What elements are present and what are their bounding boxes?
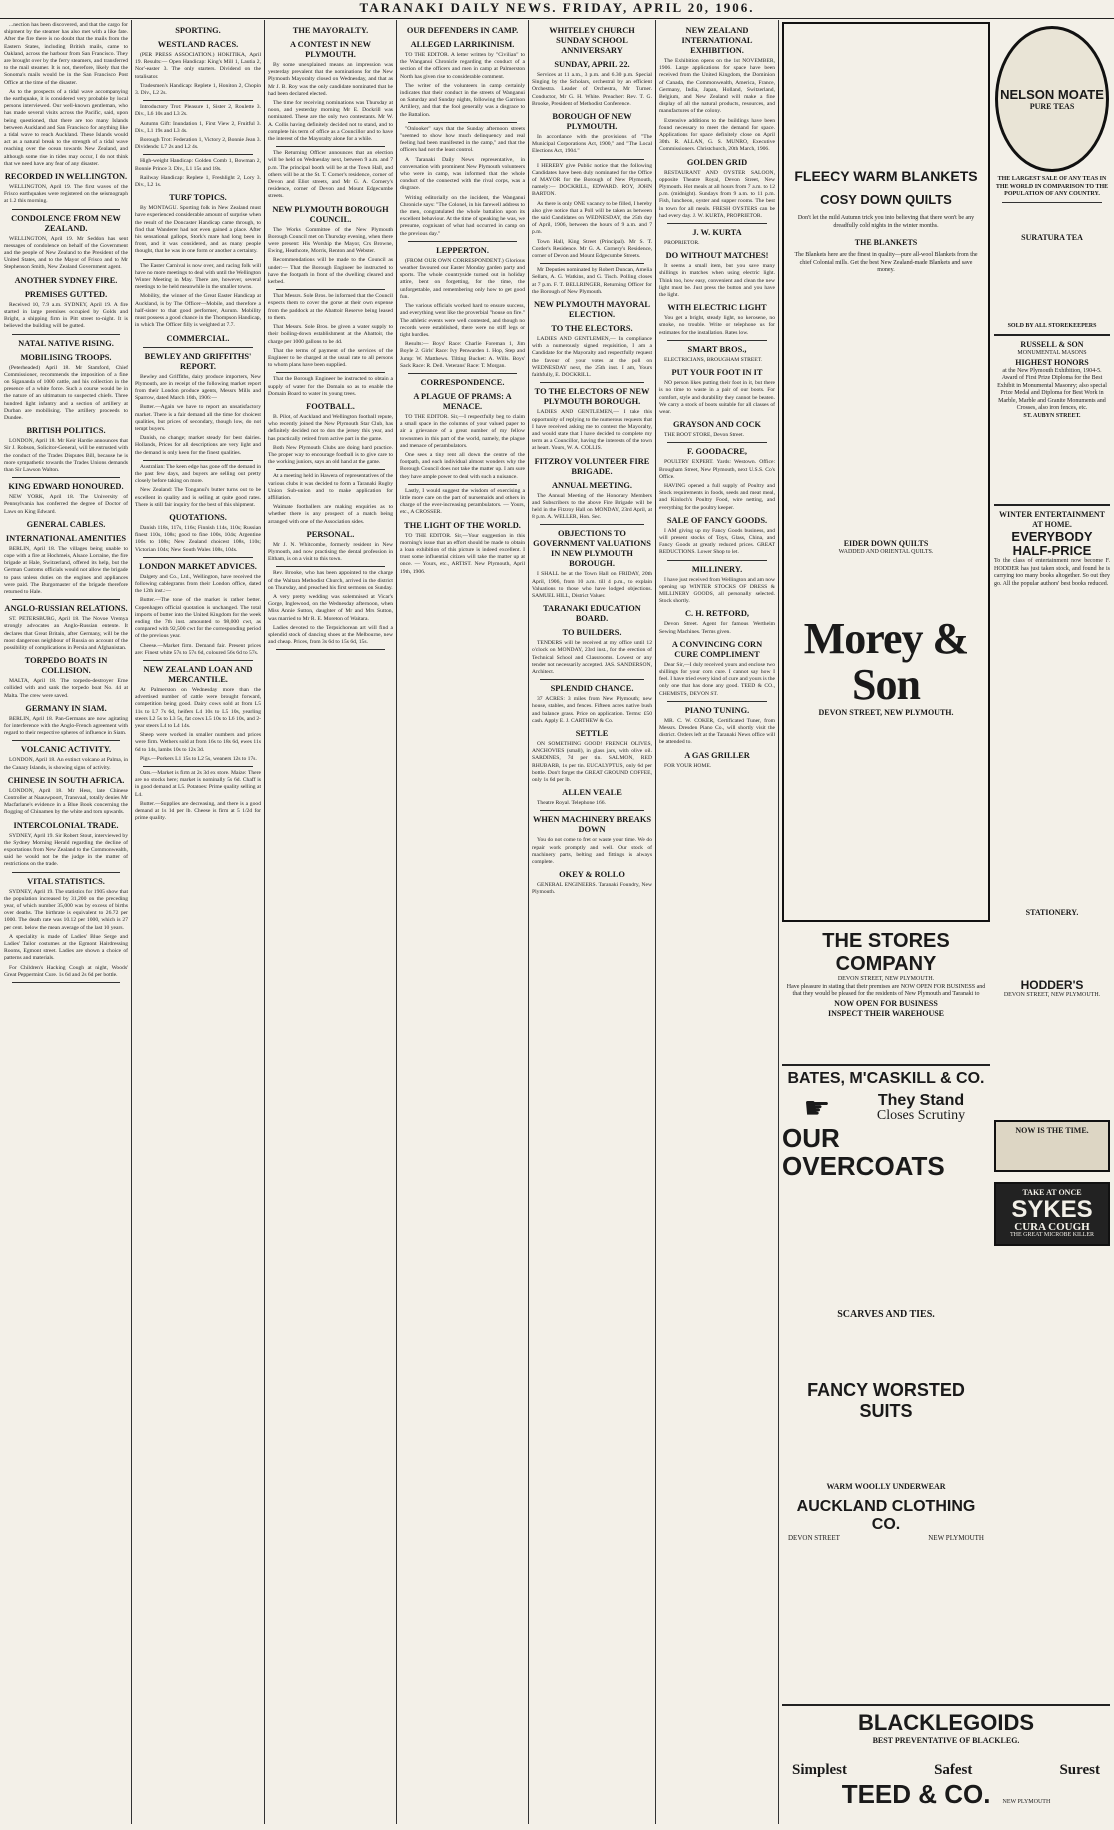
fleecy-blankets-ad xyxy=(782,22,990,922)
article-heading: A GAS GRILLER xyxy=(684,750,750,760)
article-text: Services at 11 a.m., 3 p.m. and 6.30 p.m. Special Singing by the Scholars, orchestral by an efficient Orchestra. Leader of Orchestra, Mr Turner. Conductor, Mr G. H. White. Preacher: Rev. T. G. Brooke, President of Methodist Conference. xyxy=(532,72,652,107)
word-simplest: Simplest xyxy=(792,1762,848,1778)
article-text: Both New Plymouth Clubs are doing hard practice. The proper way to encourage football is to give care to the working juniors, says an old hand at the game. xyxy=(268,444,393,466)
divider xyxy=(143,347,253,348)
divider xyxy=(408,373,517,374)
article-text: A speciality is made of Ladies' Blue Serge and Ladies' Tailor costumes at the Egmont Hairdressing Rooms, Egmont street. Ladies are shown a choice of patterns and materials. xyxy=(4,933,128,962)
divider xyxy=(540,810,644,811)
article-text: (Peterheaded) April 18. Mr Stamford, Chief Commissioner, recommends the imposition of a fine on Sigananda of 1000 cattle, and his collection in the presence of a white force. Such a course would be in the nature of an ultimatum to suspected chiefs. Three hundred light infantry and a section of artillery at Durban are mobilising. The artillery proceeds to Dundee. xyxy=(4,364,128,421)
divider xyxy=(540,382,644,383)
product-name: PURE TEAS xyxy=(1029,101,1075,111)
article-text: As to the prospects of a tidal wave accompanying the earthquake, it is considered very probable by local persons interviewed. Our well-known gentleman, who has made several visits across the Pacific, said, upon being questioned, that there are too many Islands between Auckland and San Francisco for anything like a tidal wave to reach Auckland. These Islands would act as a natural break to the strength of a tidal wave reaching over the ocean towards New Zealand, and although some rise in tides may occur, I do not think that we need have any fear of any disaster. xyxy=(4,88,128,167)
article-text: A very pretty wedding was solemnised at Vicar's Gorge, Inglewood, on the Wednesday afternoon, when Miss Annie Sutton, daughter of Mr and Mrs Sutton, was married to Mr R. E. Moreton of Waitara. xyxy=(268,593,393,622)
article-text: ...nection has been discovered, and that the cargo for shipment by the steamer has also met with a like fate. After the fire there is no doubt that the mails from the Eastern States, including British mails, came to Oakland, across the harbour from San Francisco. They are brought over by the ferry steamers, and transferred to the mail steamer. It is not, therefore, likely that the Sonoma's mails would be in the San Francisco Post Office at the time of the disaster. xyxy=(4,22,128,86)
divider xyxy=(540,524,644,525)
article-text: It seems a small item, but you save many shillings in matches when using electric light. Think too, how easy, convenient and clean the new light must be. Just press the button and you have the light. xyxy=(659,263,775,299)
ad-subtitle: WADDED AND ORIENTAL QUILTS. xyxy=(838,548,934,555)
hodder-address: DEVON STREET, NEW PLYMOUTH. xyxy=(1003,992,1101,998)
word-safest: Safest xyxy=(934,1762,973,1778)
article-text: BERLIN, April 18. Pan-Germans are now agitating for interference with the Anglo-French agreement with regard to their respective spheres of influence in Siam. xyxy=(4,715,128,737)
column-3 xyxy=(268,22,393,1824)
article-heading: CONDOLENCE FROM NEW ZEALAND. xyxy=(11,213,121,233)
article-text: TO THE EDITOR. Sir,—I respectfully beg to claim a small space in the columns of your valued paper to air a grievance of a great number of my fellow townsmen in this part of the world, namely, the plague and menace of perambulators. xyxy=(400,413,525,449)
article-text: (PER PRESS ASSOCIATION.) HOKITIKA, April 19. Results:— Open Handicap: King's Mill 1, Lautia 2, Nor'-easter 3. The only starters. Dividend on the totalisator. xyxy=(135,52,261,80)
article-text: PROPRIETOR. xyxy=(664,240,700,247)
divider xyxy=(540,679,644,680)
article-heading: J. W. KURTA xyxy=(692,228,742,238)
article-text: I SHALL be at the Town Hall on FRIDAY, 20th April, 1906, from 10 a.m. till 4 p.m., to explain Valuations to those who have lodged objections. SAMUEL HILL, District Valuer. xyxy=(532,571,652,599)
article-text: Butter.—The tone of the market is rather better. Copenhagen official quotation is unchanged. The total imports of butter into the United Kingdom for the week ending the 7th inst. amounted to 98,000 cwt, as compared with 92,500 cwt for the corresponding period of the previous year. xyxy=(135,597,261,640)
article-heading: NEW PLYMOUTH MAYORAL ELECTION. xyxy=(533,300,651,320)
article-text: SYDNEY, April 19. The statistics for 1905 show that the population increased by 31,200 on the preceding year, of which number 35,000 was by excess of births over deaths. The birthrate is equivalent to 26.72 per 1000. The death rate was 10.12 per 1000, which is 27 per cent. below the mean average of the last 10 years. xyxy=(4,888,128,931)
article-heading: TURF TOPICS. xyxy=(169,193,227,203)
article-text: THE BOOT STORE, Devon Street. xyxy=(664,432,744,439)
divider xyxy=(12,599,120,600)
sykes-product: CURA COUGH xyxy=(1014,1221,1090,1233)
article-text: Lastly, I would suggest the wisdom of exercising a little more care on the part of nursemaids and others in charge of the ever-increasing perambulators. — Yours, etc., A CROSSER. xyxy=(400,487,525,516)
morey-address: DEVON STREET, NEW PLYMOUTH. xyxy=(818,708,954,717)
article-heading: A PLAGUE OF PRAMS: A MENACE. xyxy=(413,391,512,411)
article-text: The Works Committee of the New Plymouth Borough Council met on Thursday evening, when there were present: His Worship the Mayor, Crs Browne, Ewing, Heathcote, Morris, Renton and Webster. xyxy=(268,226,393,255)
tagline: THE LARGEST SALE OF ANY TEAS IN THE WORLD IN COMPARISON TO THE POPULATION OF ANY COUNTRY. xyxy=(995,176,1109,197)
stores-title: THE STORES COMPANY xyxy=(822,930,950,975)
column-rule xyxy=(131,20,132,1824)
article-text: ON SOMETHING GOOD! FRENCH OLIVES, ANCHOVIES (small), in glass jars, with olive oil. SARDINES, 7d per tin. SALMON, RED RHUBARB, 1s per tin. EUCALYPTUS, only 6d per bottle. Don't forget the GREAT GROUND COFFEE, only 1s 6d per lb. xyxy=(532,740,652,783)
article-heading: NEW PLYMOUTH BOROUGH COUNCIL. xyxy=(272,204,389,224)
ad-body: The Blankets here are the finest in quality—pure all-wool Blankets from the chief Colonial mills. Get the best New Zealand-made Blankets and save money. xyxy=(794,252,978,273)
nelson-moate-ad xyxy=(994,22,1110,492)
article-text: Borough Trot: Federation 1, Victory 2, Bonnie Jean 3. Dividends: L7 2s and L2 4s. xyxy=(135,137,261,151)
article-heading: ANOTHER SYDNEY FIRE. xyxy=(14,275,118,285)
article-heading: QUOTATIONS. xyxy=(169,512,227,522)
divider xyxy=(667,701,767,702)
divider xyxy=(408,484,517,485)
article-text: Cheese.—Market firm. Demand fair. Present prices are: Finest white 57s to 57s 6d, coloured 56s 6d to 57s. xyxy=(135,642,261,656)
auckland-clothing: AUCKLAND CLOTHING CO. xyxy=(796,1498,976,1533)
article-text: I have just received from Wellington and am now opening up WINTER STOCKS OF DRESS & MILLINERY GOODS, all personally selected. Stock shortly. xyxy=(659,576,775,605)
article-text: The writer of the volunteers in camp certainly indicates that their conduct in the streets of Wanganui on Saturday and Sunday nights, following the Garrison Artillery, and that the fool generally was a disgrace to the Battalion. xyxy=(400,82,525,118)
article-text: (FROM OUR OWN CORRESPONDENT.) Glorious weather favoured our Easter Monday garden party and sports. The whole countryside turned out in holiday attire, bent on forgetting, for the time, the unforgettable, and remembering only how to get good fun. xyxy=(400,257,525,300)
sold-by: SOLD BY ALL STOREKEEPERS xyxy=(1007,322,1097,329)
article-text: A Taranaki Daily News representative, in conversation with prominent New Plymouth volunteers who were in camp, was informed that the whole conduct of the connected with the rival corps, was a disgrace. xyxy=(400,156,525,192)
article-heading: SALE OF FANCY GOODS. xyxy=(666,515,768,525)
article-text: Bewley and Griffiths, dairy produce importers, New Plymouth, are in receipt of the following market report from their London produce agents, Messrs Mills and Sparrow, dated March 16th, 1906:— xyxy=(135,373,261,402)
stores-body: Have pleasure in stating that their premises are NOW OPEN FOR BUSINESS and that they would be pleased for the residents of New Plymouth and Taranaki to xyxy=(786,983,986,997)
article-heading: C. H. RETFORD, xyxy=(685,609,749,619)
article-heading: TO THE ELECTORS OF NEW PLYMOUTH BOROUGH. xyxy=(534,387,650,407)
article-heading: DO WITHOUT MATCHES! xyxy=(665,251,769,261)
now-time-box xyxy=(994,1120,1110,1172)
stores-inspect: INSPECT THEIR WAREHOUSE xyxy=(827,1008,945,1018)
article-text: Recommendations will be made to the Council as under:— That the Borough Engineer be instructed to have the footpath in front of the dwelling cleared and kerbed. xyxy=(268,257,393,286)
russell-sub: MONUMENTAL MASONS xyxy=(1017,350,1087,356)
russell-honors: HIGHEST HONORS xyxy=(1015,357,1089,367)
stores-open: NOW OPEN FOR BUSINESS xyxy=(834,998,938,1008)
column-6 xyxy=(659,22,775,1824)
article-text: Butter.—Supplies are decreasing, and there is a good demand at 1s 1d per lb. Cheese is firm at 5 1/2d for prime quality. xyxy=(135,800,261,822)
article-text: The Annual Meeting of the Honorary Members and Subscribers to the above Fire Brigade will be held in the Fitzroy Hall on MONDAY, 23rd April, at 8 p.m. A. WELLER, Hon. Sec. xyxy=(532,492,652,521)
article-heading: VOLCANIC ACTIVITY. xyxy=(20,745,112,755)
article-text: Introductory Trot: Pleasure 1, Sister 2, Roulette 3. Div., L6 10s and L3 2s. xyxy=(135,104,261,118)
ad-body: Don't let the mild Autumn trick you into believing that there won't be any dreadfully cold nights in the winter months. xyxy=(797,215,975,229)
divider xyxy=(143,660,253,661)
article-heading: TORPEDO BOATS IN COLLISION. xyxy=(24,656,108,676)
article-text: Devon Street. Agent for famous Wertheim Sewing Machines. Terms given. xyxy=(659,621,775,635)
article-heading: LONDON MARKET ADVICES. xyxy=(139,561,257,571)
article-heading: GERMANY IN SIAM. xyxy=(25,703,107,713)
tea-name: SURATURA TEA xyxy=(1021,232,1083,242)
russell-address: ST. AUBYN STREET. xyxy=(1023,412,1081,419)
sykes-ad xyxy=(994,1120,1110,1600)
article-text: Ladies devoted to the Terpsichorean art will find a splendid stock of dancing shoes at the Melbourne, new and cheap. Prices, from 3s 6d to 15s 6d, 15s. xyxy=(268,624,393,646)
column-1 xyxy=(4,22,128,1824)
article-heading: ALLEN VEALE xyxy=(562,788,622,798)
divider xyxy=(12,477,120,478)
tea-logo xyxy=(995,26,1109,172)
article-text: Results:— Boys' Race: Charlie Foreman 1, Jim Boyle 2. Girls' Race: Ivy Penwarden 1. Hop, Step and Jump: W. Matthews. Tilting Bucket: A. Wills. Boys' Sack Race: R. Dell. Veterans' Race: T. Morgan. xyxy=(400,341,525,369)
divider xyxy=(143,766,253,767)
article-heading: RECORDED IN WELLINGTON. xyxy=(4,172,128,182)
column-4 xyxy=(400,22,525,1824)
article-heading: SPORTING. xyxy=(175,26,221,35)
article-text: Butter.—Again we have to report an unsatisfactory market. There is a fair demand all the time for choicest qualities, but prices of secondary, though low, do not tempt buyers. xyxy=(135,404,261,432)
morey-logo: Morey & Son xyxy=(803,614,969,709)
closes-scrutiny: Closes Scrutiny xyxy=(876,1108,966,1123)
article-text: LADIES AND GENTLEMEN,— I take this opportunity of replying to the numerous requests that I have received asking me to contest the Mayoralty, and would state that I have decided to complete my term as a Councillor, having the interests of the town at heart. Yours, W. A. COLLIS. xyxy=(532,409,652,452)
article-text: By MONTAGU. Sporting folk in New Zealand must have experienced considerable amount of surprise when the result of the Doncaster Handicap came through, to find that Wanderer had not even gained a place. After his sensational gallops, Stork's mare had long been in front, and it was considered, and as many people thought, that he was in one form or another a certainty. xyxy=(135,205,261,255)
ad-subtitle: EIDER DOWN QUILTS xyxy=(843,538,929,548)
article-text: Australian: The keen edge has gone off the demand in the past few days, and buyers are selling out pretty closely before taking on more. xyxy=(135,463,261,485)
article-text: MALTA, April 18. The torpedo-destroyer Erne collided with and sank the torpedo boat No. 44 at Malta. The crew were saved. xyxy=(4,678,128,699)
divider xyxy=(276,566,385,567)
article-text: That Messrs. Sole Bros. be given a water supply to their boiling-down establishment at the Abattoir, the charge per 1000 gallons to be 4d. xyxy=(268,324,393,345)
article-heading: COMMERCIAL. xyxy=(166,333,230,343)
article-text: TO THE EDITOR. A letter written by "Civilian" to the Wanganui Chronicle regarding the conduct of a section of the officers and men in camp at Palmerston North has given rise to considerable comment. xyxy=(400,52,525,80)
column-rule xyxy=(396,20,397,1824)
article-text: Writing editorially on the incident, the Wanganui Chronicle says: "The Colonel, in his farewell address to the men, congratulated the whole battalion upon its excellent behaviour. At the time of speaking he was, we presume, cognisant of what had occurred in camp on the previous day." xyxy=(400,194,525,237)
brand-name: NELSON MOATE xyxy=(1000,86,1104,102)
article-heading: SETTLE xyxy=(575,728,609,738)
divider xyxy=(276,469,385,470)
stores-company-ad xyxy=(782,930,990,1050)
article-text: LONDON, April 18. Mr Keir Hardie announces that Sir J. Robson, Solicitor-General, will be entrusted with the conduct of the Trades Disputes Bill, because he is more sympathetic towards the Trades Unions demands than Sir Lawson Walton. xyxy=(4,438,128,473)
article-heading: F. GOODACRE, xyxy=(687,447,747,457)
article-heading: KING EDWARD HONOURED. xyxy=(8,482,124,492)
article-text: New Zealand: The Tonganui's butter turns out to be excellent in quality and is selling at quite good rates. There is still fair inquiry for the best of this shipment. xyxy=(135,487,261,508)
article-text: One sees a tiny rent all down the centre of the footpath, and each individual almost wonders why the Borough Council does not take the matter up. I am sure they have ample power to deal with such a nuisance. xyxy=(400,451,525,480)
article-heading: VITAL STATISTICS. xyxy=(27,876,105,886)
bates-mcaskill-ad xyxy=(782,1060,990,1540)
article-text: WELLINGTON, April 19. The first waves of the Frisco earthquakes were registered on the seismograph at 1.2 this morning. xyxy=(4,184,128,205)
article-text: "Onlooker" says that the Sunday afternoon streets "seemed to show how much delinquency and real feeling had been manifested in the camp," and that the officers had not the least control. xyxy=(400,125,525,154)
article-text: Town Hall, King Street (Principal). Mr S. T. Corder's Residence. Mr G. A. Cornery's Residence, corner of Devon and Mount Edgecumbe Streets. xyxy=(532,238,652,260)
article-text: Pigs.—Porkers L1 15s to L2 5s, weaners 12s to 17s. xyxy=(140,755,257,762)
divider xyxy=(276,649,385,650)
article-heading: SMART BROS., xyxy=(687,344,747,354)
article-heading: BRITISH POLITICS. xyxy=(26,426,106,436)
article-text: TO THE EDITOR. Sir,—Your suggestion in this morning's issue that an effort should be made to obtain a loan exhibition of this picture is indeed excellent. I trust some influential citizen will take the matter up at once. — Yours, etc., ARTIST. New Plymouth, April 19th, 1906. xyxy=(400,532,525,575)
article-text: By some unexplained means an impression was yesterday prevalent that the nominations for the New Plymouth Mayoralty closed on Wednesday, and that as Mr J. B. Roy was the only candidate nominated that he had been declared elected. xyxy=(268,62,393,97)
divider xyxy=(540,159,644,160)
article-heading: ANGLO-RUSSIAN RELATIONS. xyxy=(4,604,128,614)
article-text: POULTRY EXPERT. Yards: Westown. Office: Brougham Street, New Plymouth, next U.S.S. Co's Office. xyxy=(659,459,775,480)
article-heading: OBJECTIONS TO GOVERNMENT VALUATIONS IN NEW PLYMOUTH BOROUGH. xyxy=(533,529,651,569)
article-text: Dalgety and Co., Ltd., Wellington, have received the following cablegrams from their London office, dated the 12th inst.:— xyxy=(135,573,261,595)
divider xyxy=(276,146,385,147)
column-rule xyxy=(528,20,529,1824)
article-text: Tradesmen's Handicap: Replete 1, Honiton 2, Chopin 3. Div., L2 2s. xyxy=(135,82,261,97)
article-text: As there is only ONE vacancy to be filled, I hereby also give notice that a Poll will be taken as between the said Candidates on WEDNESDAY, the 25th day of April, 1906, between the hours of 9 a.m. and 7 p.m. xyxy=(532,200,652,236)
article-heading: THE LIGHT OF THE WORLD. xyxy=(404,520,521,530)
article-text: Waimate footballers are making enquiries as to whether there is any prospect of a match being arranged with one of the Association sides. xyxy=(268,504,393,525)
article-text: In accordance with the provisions of "The Municipal Corporations Act, 1900," and "The Local Elections Act, 1904." xyxy=(532,134,652,155)
article-text: Oats.—Market is firm at 2s 3d ex store. Maize: There are no stocks here; market is nominally 5s 6d. Chaff is in good demand at L5. Potatoes: Prime quality selling at L4. xyxy=(135,770,261,798)
article-text: Danish 118s, 117s, 116s; Finnish 114s, 110s; Russian finest 110s, 108s; good to fine 100s, 104s; Argentine 106s to 108s; New Zealand choicest 108s, 110s; Victorian 104s; New South Wales 108s, 104s. xyxy=(135,524,261,553)
article-text: At Palmerston on Wednesday more than the advertised number of cattle were brought forward, competition being good. Dairy cows sold at from L5 11s to L7 7s 6d, heifers L4 10s to L5 10s, yearling steers L2 5s to L3 5s, fat cows L5 10s to L6 10s, and 2-year steers L4 to L4 14s. xyxy=(135,687,261,730)
article-heading: TARANAKI EDUCATION BOARD. xyxy=(543,604,641,624)
article-heading: WESTLAND RACES. xyxy=(157,40,239,49)
blacklegoids-sub: BEST PREVENTATIVE OF BLACKLEG. xyxy=(872,1736,1020,1745)
article-text: I HEREBY give Public notice that the following Candidates have been duly nominated for the Office of MAYOR for the Borough of New Plymouth, namely:— DOCKRILL, EDWARD. ROY, JOHN BARTON. xyxy=(532,162,652,198)
article-text: Mobility, the winner of the Great Easter Handicap at Auckland, is by The Officer—Mobile, and therefore a half-sister to that good performer, Aurum. Mobility must possess a good chance in the Thompson Handicap, in which The Officer filly is weighted at 7.7. xyxy=(135,293,261,329)
article-heading: SPLENDID CHANCE. xyxy=(550,684,634,694)
article-heading: NATAL NATIVE RISING. xyxy=(18,338,114,348)
article-text: NEW YORK, April 18. The University of Pennsylvania has conferred the degree of Doctor of Laws on King Edward. xyxy=(4,494,128,515)
divider xyxy=(667,560,767,561)
article-heading: A CONTEST IN NEW PLYMOUTH. xyxy=(289,40,372,59)
article-text: Sheep were worked in smaller numbers and prices were firm. Wethers sold at from 16s to 18s 6d, ewes 11s 6d to 14s, lambs 10s to 12s 3d. xyxy=(135,732,261,753)
article-heading: GRAYSON AND COCK xyxy=(672,420,762,430)
new-plymouth: NEW PLYMOUTH xyxy=(928,1534,984,1540)
ad-subtitle: THE BLANKETS xyxy=(854,238,918,247)
article-text: Theatre Royal. Telephone 166. xyxy=(537,800,606,807)
article-text: Danish, no change; market steady for best dairies. Hollands, Prices for all descriptions are very light and the demand is only keen for the finest qualities. xyxy=(135,435,261,456)
ad-title: COSY DOWN QUILTS xyxy=(820,192,952,207)
half-price: EVERYBODY HALF-PRICE xyxy=(1011,529,1093,558)
article-text: You do not come to fret or waste your time. We do repair work promptly and well. Our stock of machinery parts, belting and fittings is always complete. xyxy=(532,837,652,865)
bates-title: BATES, M'CASKILL & CO. xyxy=(787,1070,985,1087)
divider xyxy=(667,223,767,224)
sykes-brand: SYKES xyxy=(1011,1196,1093,1223)
article-text: That Messrs. Sole Bros. be informed that the Council expects them to cover the gorse at their own expense from the paddock at the Abattoir Reserve being leased to them. xyxy=(268,293,393,321)
article-heading: INTERNATIONAL AMENITIES xyxy=(5,533,127,543)
divider xyxy=(276,372,385,373)
article-heading: PERSONAL. xyxy=(306,529,355,539)
masthead: TARANAKI DAILY NEWS. FRIDAY, APRIL 20, 1906. xyxy=(0,0,1114,19)
article-heading: CHINESE IN SOUTH AFRICA. xyxy=(7,775,125,785)
divider xyxy=(143,557,253,558)
article-heading: WITH ELECTRIC LIGHT xyxy=(667,303,767,313)
russell-title: RUSSELL & SON xyxy=(1020,340,1084,349)
article-heading: ALLEGED LARRIKINISM. xyxy=(410,40,515,49)
article-text: That the Borough Engineer be instructed to obtain a supply of water for the Domain so as to enable the Domain Board to water its young trees. xyxy=(268,376,393,397)
divider xyxy=(276,289,385,290)
divider xyxy=(408,122,517,123)
article-heading: INTERCOLONIAL TRADE. xyxy=(13,820,119,830)
scarves-heading: SCARVES AND TIES. xyxy=(837,1309,935,1320)
divider xyxy=(408,241,517,242)
divider xyxy=(12,872,120,873)
article-text: That the terms of payment of the services of the Engineer to be charged at the usual rate to all persons to whom plans have been supplied. xyxy=(268,347,393,369)
article-text: LONDON, April 18. An extinct volcano at Palma, in the Canary Islands, is showing signs of activity. xyxy=(4,757,128,771)
article-text: You get a bright, steady light, no kerosene, no smoke, no trouble. Write or telephone us for estimates for the installation. Rates low. xyxy=(659,315,775,336)
article-text: Mr J. N. Whitcombe, formerly resident in New Plymouth, and now practising the dental profession in Eltham, is on a visit to this town. xyxy=(268,541,393,563)
article-text: Mr Deputies nominated by Robert Duncan, Amelia Sellars, A. G. Watkins, and G. Tisch. Polling closes at 7 p.m. F. T. BELLRINGER, Returning Officer for the Borough of New Plymouth. xyxy=(532,267,652,295)
fancy-suits-heading: FANCY WORSTED SUITS xyxy=(807,1380,965,1421)
underwear-heading: WARM WOOLLY UNDERWEAR xyxy=(826,1482,946,1491)
article-text: I AM giving up my Fancy Goods business, and will present stocks of Toys, Glass, China, and Fancy Goods at greatly reduced prices. GREAT REDUCTIONS. Lower Shop to let. xyxy=(659,527,775,556)
article-heading: SUNDAY, APRIL 22. xyxy=(554,60,630,69)
article-text: The time for receiving nominations was Thursday at noon, and yesterday morning Mr E. Dockrill was nominated. These are the only two contestants. Mr W. A. Collis having definitely decided not to stand, and to complete his term of office as a Councillor and to have the interest of the Mayoralty alone for a while. xyxy=(268,100,393,143)
divider xyxy=(12,334,120,335)
winter-title: WINTER ENTERTAINMENT AT HOME. xyxy=(998,510,1106,529)
article-text: The Exhibition opens on the 1st NOVEMBER, 1906. Large applications for space have been received from the United Kingdom, the Dominion of Canada, the Commonwealth, America, France, Germany, India, Japan, Holland, Switzerland, Belgium, and New Zealand will make a fine display of all the natural products, resources, and manufactures of the colony. xyxy=(659,58,775,115)
article-text: RESTAURANT AND OYSTER SALOON, opposite Theatre Royal, Devon Street, New Plymouth. Hot meals at all hours from 7 a.m. to 12 p.m. (midnight). Sundays from 9 a.m. to 11 p.m. Fish, luncheon, oyster and supper rooms. The best in town for all meals. FRESH OYSTERS can be had every day. J. W. KURTA, PROPRIETOR. xyxy=(659,169,775,219)
now-is-the-time: NOW IS THE TIME. xyxy=(1015,1126,1089,1135)
divider xyxy=(143,100,253,101)
article-heading: TO BUILDERS. xyxy=(562,628,622,638)
article-text: 37 ACRES: 3 miles from New Plymouth; new house, stables, and fences. Fifteen acres native bush and balance grass. Price on application. Terms: £50 cash. Apply E. J. CARTHEW & Co. xyxy=(532,696,652,724)
article-text: LONDON, April 18. Mr Hess, late Chinese Controller at Naauwpoort, Transvaal, totally denies Mr Macfarlane's evidence in a Blue Book concerning the flogging of Chinamen by the white and torn upwards. xyxy=(4,787,128,816)
article-heading: TO THE ELECTORS. xyxy=(551,324,633,334)
divider xyxy=(667,442,767,443)
devon-street: DEVON STREET xyxy=(788,1534,840,1540)
article-heading: NEW ZEALAND LOAN AND MERCANTILE. xyxy=(143,665,253,684)
article-text: SYDNEY, April 19. Sir Robert Stout, interviewed by the Sydney Morning Herald regarding the decline of exportations from New Zealand to the Commonwealth, said he would not be the judge in the matter of restrictions on the trade. xyxy=(4,832,128,868)
article-heading: GENERAL CABLES. xyxy=(26,519,106,529)
article-heading: FOOTBALL. xyxy=(306,401,355,411)
article-text: B. Pilot, of Auckland and Wellington football repute, who recently joined the New Plymouth Star Club, has definitely decided not to don the jersey this year, and has practically retired from active part in the game. xyxy=(268,413,393,442)
blacklegoids-ad xyxy=(782,1700,1110,1826)
teed-town: NEW PLYMOUTH xyxy=(1002,1799,1051,1805)
article-text: For Children's Hacking Cough at night, Woods' Great Peppermint Cure. 1s 6d and 2s 6d per bottle. xyxy=(4,964,128,978)
stores-address: DEVON STREET, NEW PLYMOUTH. xyxy=(837,976,935,982)
teed-name: TEED & CO. xyxy=(841,1779,991,1809)
hodder-ad xyxy=(994,500,1110,1100)
article-heading: BEWLEY AND GRIFFITHS' REPORT. xyxy=(144,351,252,371)
article-heading: PREMISES GUTTED. xyxy=(24,289,108,299)
article-heading: PIANO TUNING. xyxy=(684,705,750,715)
ad-title: FLEECY WARM BLANKETS xyxy=(794,168,978,184)
divider xyxy=(540,263,644,264)
word-surest: Surest xyxy=(1059,1762,1100,1778)
blacklegoids-title: BLACKLEGOIDS xyxy=(858,1710,1034,1735)
article-text: Received 10, 7.9 a.m. SYDNEY, April 19. A fire started in large premises occupied by Golds and Bright, a shipping firm in Pitt street to-night. It is believed the building will be gutted. xyxy=(4,301,128,330)
article-text: The Easter Carnival is now over, and racing folk will have no more meetings to deal with until the Wellington Winter Meeting in May. There are, however, several meetings to be held meanwhile in the smaller towns. xyxy=(135,262,261,291)
article-heading: MOBILISING TROOPS. xyxy=(20,352,112,362)
article-heading: OUR DEFENDERS IN CAMP. xyxy=(406,26,519,35)
article-heading: WHEN MACHINERY BREAKS DOWN xyxy=(532,815,652,835)
divider xyxy=(12,209,120,210)
winter-body: To the class of entertainment now become F. HODDER has just taken stock, and found he is carrying too many books altogether. So out they go. All the popular authors' best books reduced. xyxy=(994,558,1110,587)
sykes-tagline: THE GREAT MICROBE KILLER xyxy=(1009,1232,1095,1238)
hodder-name: HODDER'S xyxy=(1020,978,1084,992)
article-text: GENERAL ENGINEERS. Taranaki Foundry, New Plymouth. xyxy=(532,882,652,896)
column-rule xyxy=(264,20,265,1824)
article-heading: NEW ZEALAND INTERNATIONAL EXHIBITION. xyxy=(681,26,753,55)
column-rule xyxy=(655,20,656,1824)
divider xyxy=(143,259,253,260)
divider xyxy=(143,460,253,461)
article-text: The various officials worked hard to ensure success, and everything went like the proverbial "house on fire." The athletic events were well contested, and though no records were established, there were no stiff legs or tight hurdles. xyxy=(400,303,525,338)
article-text: MR. C. W. COKER, Certificated Tuner, from Messrs. Dresden Piano Co., will shortly visit the district. Orders left at the Taranaki News office will be attended to. xyxy=(659,717,775,746)
article-text: TENDERS will be received at my office until 12 o'clock on MONDAY, 23rd inst., for the erection of Technical School and Classrooms. Lowest or any tender not necessarily accepted. JAS. SANDERSON, Architect. xyxy=(532,640,652,675)
article-text: Autumn Gift: Inundation 1, First View 2, Fruitful 3. Div., L1 19s and L3 4s. xyxy=(135,120,261,134)
article-heading: LEPPERTON. xyxy=(436,245,489,255)
article-heading: GOLDEN GRID xyxy=(686,157,748,167)
divider xyxy=(12,982,120,983)
article-heading: A CONVINCING CORN CURE COMPLIMENT xyxy=(671,639,763,659)
article-text: The Returning Officer announces that an election will be held on Wednesday next, between 9 a.m. and 7 p.m. The principal booth will be at the Town Hall, and others will be at the St. T. Corner's residence, corner of Devon and Eliot streets, and Mr G. A. Cornery's residence, corner of Devon and Mount Edgecumbe streets. xyxy=(268,150,393,200)
article-heading: THE MAYORALTY. xyxy=(292,26,369,35)
sykes-logo xyxy=(994,1182,1110,1246)
russell-text: at the New Plymouth Exhibition, 1904-5. Award of First Prize Diploma for the Best Exhibit in Monumental Masonry; also special Prize Medal and Diploma for Best Work in Marble, Marble and Granite Monuments and Crosses, also iron fences, etc. xyxy=(997,367,1107,411)
article-heading: CORRESPONDENCE. xyxy=(420,377,505,387)
article-heading: ANNUAL MEETING. xyxy=(551,480,633,490)
divider xyxy=(143,154,253,155)
pointing-hand-icon: ☛ xyxy=(803,1092,831,1125)
overcoats-heading: OUR OVERCOATS xyxy=(782,1123,945,1181)
article-text: BERLIN, April 18. The villages being unable to cope with a fire at Hochmeis, Alsace Lorraine, the fire brigade at Hale, Switzerland, offered its help, but the German Customs officials would not allow the brigade to pass unless duties on the engines and appliances were paid. The Burgomaster of the brigade therefore returned to Hale. xyxy=(4,545,128,595)
article-heading: MILLINERY. xyxy=(691,564,743,574)
article-text: LADIES AND GENTLEMEN,— In compliance with a numerously signed requisition, I am a Candidate for the Mayoralty and respectfully request the favour of your votes at the poll on WEDNESDAY next, the 25th inst. I am, Yours faithfully, E. DOCKRILL. xyxy=(532,336,652,379)
article-text: Rev. Brooke, who has been appointed to the charge of the Waitara Methodist Church, arrived in the district on Thursday, and preached his first sermons on Sunday. xyxy=(268,570,393,591)
article-heading: FITZROY VOLUNTEER FIRE BRIGADE. xyxy=(534,456,650,476)
article-text: ST. PETERSBURG, April 18. The Novoe Vremya strongly advocates an Anglo-Russian entente. It declares that Great Britain, after Germany, will be the most dangerous neighbour of Russia on account of the possibility of complications in Persia and Afghanistan. xyxy=(4,616,128,651)
article-text: High-weight Handicap: Golden Comb 1, Bowman 2, Bonnie Prince 3. Div., L1 15s and 18s. xyxy=(135,158,261,172)
article-text: WELLINGTON, April 19. Mr Seddon has sent messages of condolence on behalf of the Government and the people of New Zealand to the President of the United States, and to the Mayor of Frisco and to Mr Stephenson Smith, New Zealand Government agent. xyxy=(4,235,128,271)
divider xyxy=(667,340,767,341)
divider xyxy=(12,740,120,741)
article-text: FOR YOUR HOME. xyxy=(664,762,712,769)
column-5 xyxy=(532,22,652,1824)
article-heading: PUT YOUR FOOT IN IT xyxy=(671,368,763,378)
article-text: Railway Handicap: Replete 1, Freshlight 2, Lory 3. Div., L2 1s. xyxy=(135,174,261,189)
they-stand: They Stand xyxy=(877,1092,965,1109)
column-2 xyxy=(135,22,261,1824)
article-heading: OKEY & ROLLO xyxy=(559,870,625,880)
article-text: NO person likes putting their foot in it, but there is no time to waste in a pair of our boots. For comfort, style and durability they cannot be beaten. We carry a stock of boots suitable for all classes of wear. xyxy=(659,380,775,415)
article-text: ELECTRICIANS, BROUGHAM STREET. xyxy=(664,356,763,363)
article-text: Extensive additions to the buildings have been found necessary to meet the demand for space. Applications for space definitely close on April 30th. R. ALLAN, G. S. MUNRO, Executive Commissioners. Christchurch, 20th March, 1906. xyxy=(659,117,775,153)
article-text: At a meeting held in Hawera of representatives of the various clubs it was decided to form a Taranaki Rugby Union Sub-union and to make application for affiliation. xyxy=(268,473,393,501)
article-heading: BOROUGH OF NEW PLYMOUTH. xyxy=(552,112,632,132)
take-at-once: TAKE AT ONCE xyxy=(1022,1188,1082,1197)
article-text: Dear Sir,—I duly received yours and enclose two shillings for your corn cure. I cannot say how I feel. I have tried every kind of cure and yours is the only one that has done any good. TEED & CO., CHEMISTS, DEVON ST. xyxy=(659,661,775,697)
article-heading: WHITELEY CHURCH SUNDAY SCHOOL ANNIVERSARY xyxy=(549,26,635,55)
column-rule xyxy=(778,20,779,1824)
stationery-title: STATIONERY. xyxy=(1025,908,1079,917)
article-text: HAVING opened a full supply of Poultry and Stock requirements in foods, seeds and meat meal, and Kinloch's Poultry Food, wire netting, and everything for the poultry keeper. xyxy=(659,482,775,511)
